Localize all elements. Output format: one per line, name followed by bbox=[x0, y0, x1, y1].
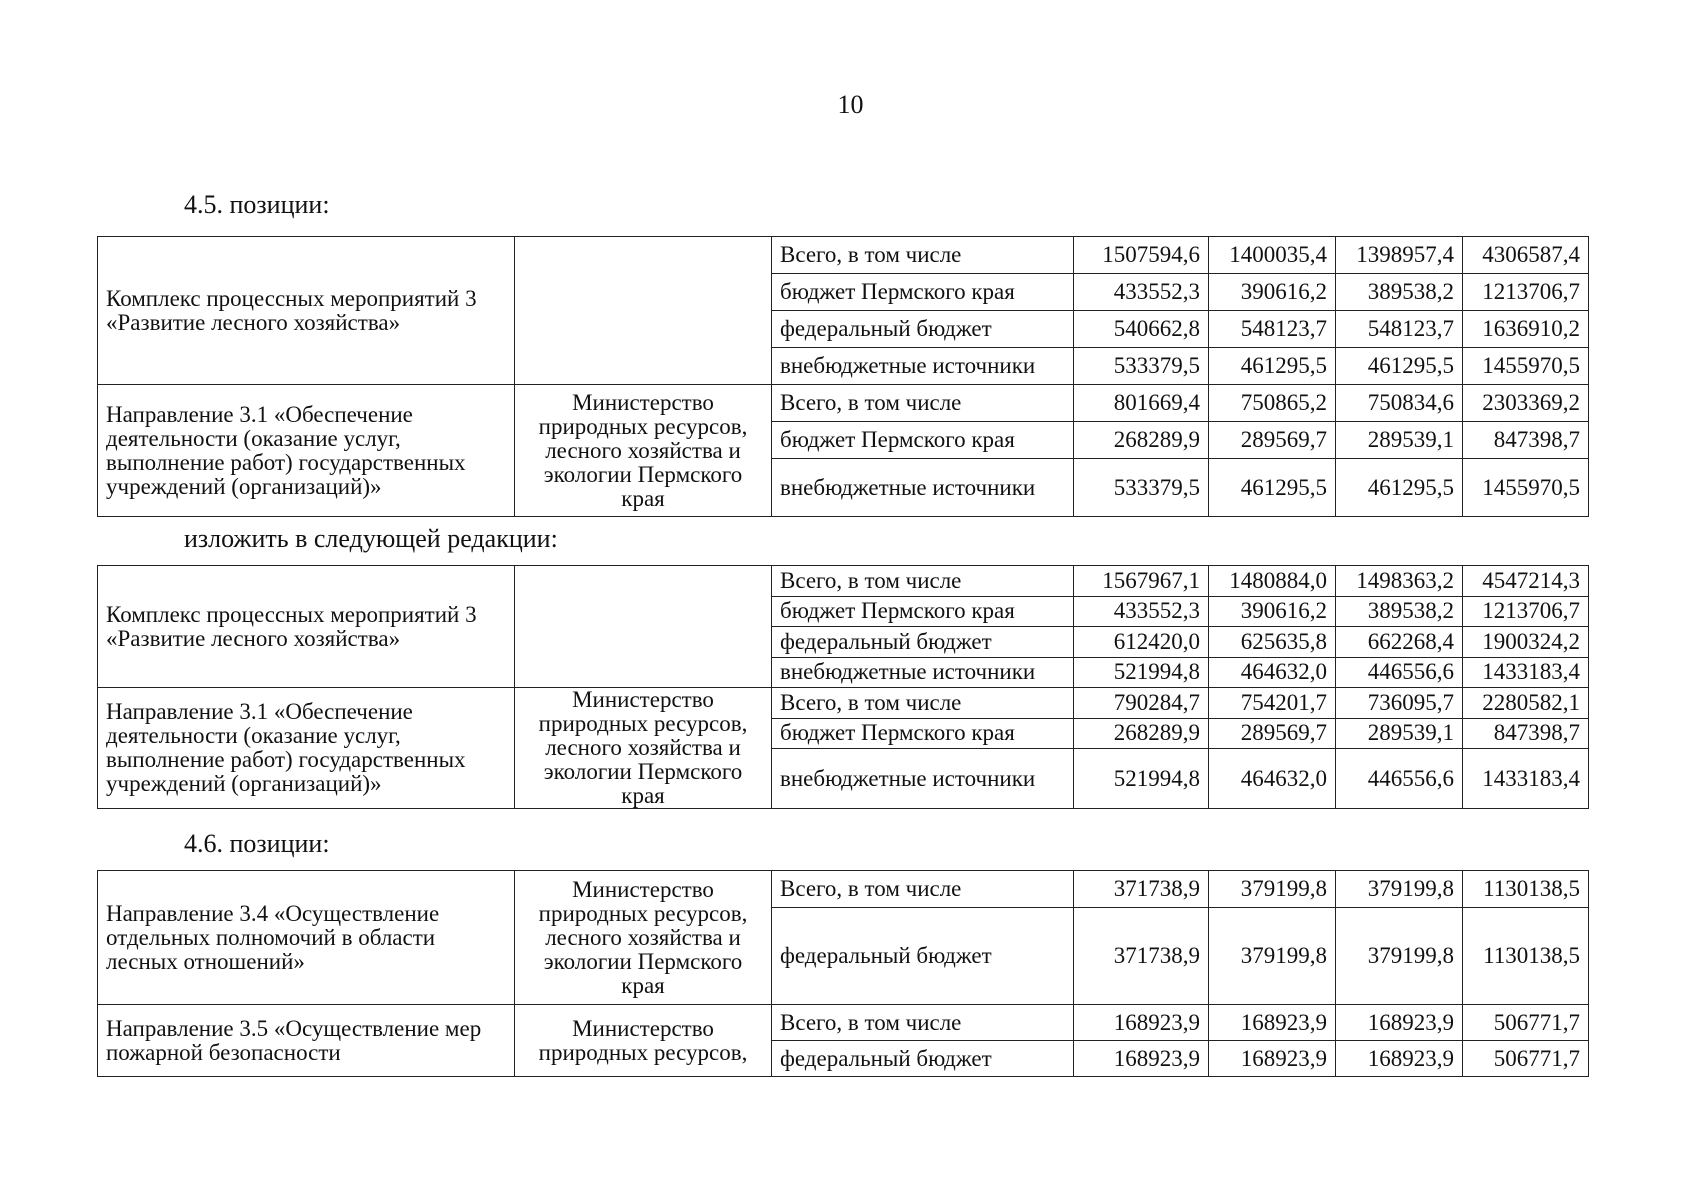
value-cell: 548123,7 bbox=[1209, 311, 1336, 348]
value-cell: 371738,9 bbox=[1074, 871, 1209, 908]
table-row bbox=[98, 871, 1589, 908]
value-cell: 4547214,3 bbox=[1463, 566, 1589, 597]
funding-source-cell: бюджет Пермского края bbox=[772, 274, 1074, 311]
table-row bbox=[98, 566, 1589, 597]
value-cell: 736095,7 bbox=[1336, 688, 1463, 719]
value-cell: 847398,7 bbox=[1463, 422, 1589, 459]
value-cell: 1498363,2 bbox=[1336, 566, 1463, 597]
value-cell: 464632,0 bbox=[1209, 749, 1336, 809]
value-cell: 371738,9 bbox=[1074, 908, 1209, 1005]
value-cell: 521994,8 bbox=[1074, 657, 1209, 688]
value-cell: 754201,7 bbox=[1209, 688, 1336, 719]
value-cell: 461295,5 bbox=[1336, 348, 1463, 385]
funding-source-cell: бюджет Пермского края bbox=[772, 422, 1074, 459]
value-cell: 168923,9 bbox=[1209, 1041, 1336, 1077]
funding-source-cell: Всего, в том числе bbox=[772, 871, 1074, 908]
executor-cell: Министерство природных ресурсов, лесного хозяйства и экологии Пермского края bbox=[515, 688, 772, 809]
value-cell: 1636910,2 bbox=[1463, 311, 1589, 348]
funding-source-cell: Всего, в том числе bbox=[772, 385, 1074, 422]
value-cell: 548123,7 bbox=[1336, 311, 1463, 348]
value-cell: 1433183,4 bbox=[1463, 749, 1589, 809]
funding-source-cell: бюджет Пермского края bbox=[772, 596, 1074, 627]
value-cell: 662268,4 bbox=[1336, 627, 1463, 658]
value-cell: 464632,0 bbox=[1209, 657, 1336, 688]
value-cell: 390616,2 bbox=[1209, 274, 1336, 311]
funding-source-cell: Всего, в том числе bbox=[772, 237, 1074, 274]
value-cell: 461295,5 bbox=[1336, 459, 1463, 517]
table-row bbox=[98, 237, 1589, 274]
section-heading-4-6: 4.6. позиции: bbox=[184, 829, 330, 858]
value-cell: 750834,6 bbox=[1336, 385, 1463, 422]
funding-source-cell: Всего, в том числе bbox=[772, 688, 1074, 719]
value-cell: 446556,6 bbox=[1336, 749, 1463, 809]
program-name-cell: Направление 3.4 «Осуществление отдельных полномочий в области лесных отношений» bbox=[98, 871, 515, 1005]
value-cell: 379199,8 bbox=[1209, 871, 1336, 908]
value-cell: 1433183,4 bbox=[1463, 657, 1589, 688]
value-cell: 540662,8 bbox=[1074, 311, 1209, 348]
executor-cell bbox=[515, 566, 772, 688]
funding-source-cell: бюджет Пермского края bbox=[772, 718, 1074, 749]
value-cell: 533379,5 bbox=[1074, 459, 1209, 517]
value-cell: 461295,5 bbox=[1209, 459, 1336, 517]
section-heading-new-edition: изложить в следующей редакции: bbox=[184, 524, 558, 553]
value-cell: 433552,3 bbox=[1074, 274, 1209, 311]
executor-cell: Министерство природных ресурсов, bbox=[515, 1005, 772, 1077]
program-name-cell: Направление 3.1 «Обеспечение деятельности (оказание услуг, выполнение работ) государственных учреждений (организаций)» bbox=[98, 688, 515, 809]
value-cell: 1400035,4 bbox=[1209, 237, 1336, 274]
executor-cell: Министерство природных ресурсов, лесного хозяйства и экологии Пермского края bbox=[515, 385, 772, 517]
value-cell: 521994,8 bbox=[1074, 749, 1209, 809]
value-cell: 446556,6 bbox=[1336, 657, 1463, 688]
value-cell: 2303369,2 bbox=[1463, 385, 1589, 422]
table-row bbox=[98, 688, 1589, 719]
program-name-cell: Направление 3.5 «Осуществление мер пожарной безопасности bbox=[98, 1005, 515, 1077]
value-cell: 533379,5 bbox=[1074, 348, 1209, 385]
value-cell: 1398957,4 bbox=[1336, 237, 1463, 274]
value-cell: 268289,9 bbox=[1074, 422, 1209, 459]
value-cell: 461295,5 bbox=[1209, 348, 1336, 385]
funding-source-cell: внебюджетные источники bbox=[772, 749, 1074, 809]
value-cell: 168923,9 bbox=[1074, 1041, 1209, 1077]
table-new-edition bbox=[97, 565, 1589, 809]
value-cell: 289539,1 bbox=[1336, 718, 1463, 749]
funding-source-cell: Всего, в том числе bbox=[772, 566, 1074, 597]
value-cell: 1130138,5 bbox=[1463, 871, 1589, 908]
funding-source-cell: федеральный бюджет bbox=[772, 627, 1074, 658]
value-cell: 2280582,1 bbox=[1463, 688, 1589, 719]
executor-cell: Министерство природных ресурсов, лесного хозяйства и экологии Пермского края bbox=[515, 871, 772, 1005]
value-cell: 1567967,1 bbox=[1074, 566, 1209, 597]
section-heading-4-5: 4.5. позиции: bbox=[184, 190, 330, 219]
program-name-cell: Направление 3.1 «Обеспечение деятельности (оказание услуг, выполнение работ) государственных учреждений (организаций)» bbox=[98, 385, 515, 517]
funding-source-cell: Всего, в том числе bbox=[772, 1005, 1074, 1041]
value-cell: 389538,2 bbox=[1336, 596, 1463, 627]
funding-source-cell: внебюджетные источники bbox=[772, 459, 1074, 517]
value-cell: 612420,0 bbox=[1074, 627, 1209, 658]
funding-source-cell: внебюджетные источники bbox=[772, 348, 1074, 385]
value-cell: 168923,9 bbox=[1336, 1041, 1463, 1077]
value-cell: 1455970,5 bbox=[1463, 348, 1589, 385]
value-cell: 390616,2 bbox=[1209, 596, 1336, 627]
value-cell: 1213706,7 bbox=[1463, 596, 1589, 627]
table-row bbox=[98, 385, 1589, 422]
table-4-6-positions bbox=[97, 870, 1589, 1077]
value-cell: 433552,3 bbox=[1074, 596, 1209, 627]
funding-source-cell: федеральный бюджет bbox=[772, 1041, 1074, 1077]
value-cell: 289569,7 bbox=[1209, 718, 1336, 749]
program-name-cell: Комплекс процессных мероприятий 3 «Развитие лесного хозяйства» bbox=[98, 237, 515, 385]
program-name-cell: Комплекс процессных мероприятий 3 «Развитие лесного хозяйства» bbox=[98, 566, 515, 688]
value-cell: 750865,2 bbox=[1209, 385, 1336, 422]
value-cell: 168923,9 bbox=[1336, 1005, 1463, 1041]
table-row bbox=[98, 1005, 1589, 1041]
value-cell: 506771,7 bbox=[1463, 1005, 1589, 1041]
value-cell: 847398,7 bbox=[1463, 718, 1589, 749]
value-cell: 168923,9 bbox=[1074, 1005, 1209, 1041]
value-cell: 268289,9 bbox=[1074, 718, 1209, 749]
value-cell: 4306587,4 bbox=[1463, 237, 1589, 274]
funding-source-cell: федеральный бюджет bbox=[772, 311, 1074, 348]
value-cell: 389538,2 bbox=[1336, 274, 1463, 311]
value-cell: 801669,4 bbox=[1074, 385, 1209, 422]
value-cell: 289569,7 bbox=[1209, 422, 1336, 459]
funding-source-cell: внебюджетные источники bbox=[772, 657, 1074, 688]
executor-cell bbox=[515, 237, 772, 385]
page-number: 10 bbox=[837, 90, 864, 119]
value-cell: 1455970,5 bbox=[1463, 459, 1589, 517]
value-cell: 1130138,5 bbox=[1463, 908, 1589, 1005]
value-cell: 289539,1 bbox=[1336, 422, 1463, 459]
value-cell: 790284,7 bbox=[1074, 688, 1209, 719]
funding-source-cell: федеральный бюджет bbox=[772, 908, 1074, 1005]
table-4-5-positions bbox=[97, 236, 1589, 517]
value-cell: 506771,7 bbox=[1463, 1041, 1589, 1077]
value-cell: 1507594,6 bbox=[1074, 237, 1209, 274]
value-cell: 379199,8 bbox=[1209, 908, 1336, 1005]
value-cell: 1480884,0 bbox=[1209, 566, 1336, 597]
value-cell: 1900324,2 bbox=[1463, 627, 1589, 658]
value-cell: 625635,8 bbox=[1209, 627, 1336, 658]
value-cell: 379199,8 bbox=[1336, 908, 1463, 1005]
value-cell: 1213706,7 bbox=[1463, 274, 1589, 311]
value-cell: 168923,9 bbox=[1209, 1005, 1336, 1041]
value-cell: 379199,8 bbox=[1336, 871, 1463, 908]
